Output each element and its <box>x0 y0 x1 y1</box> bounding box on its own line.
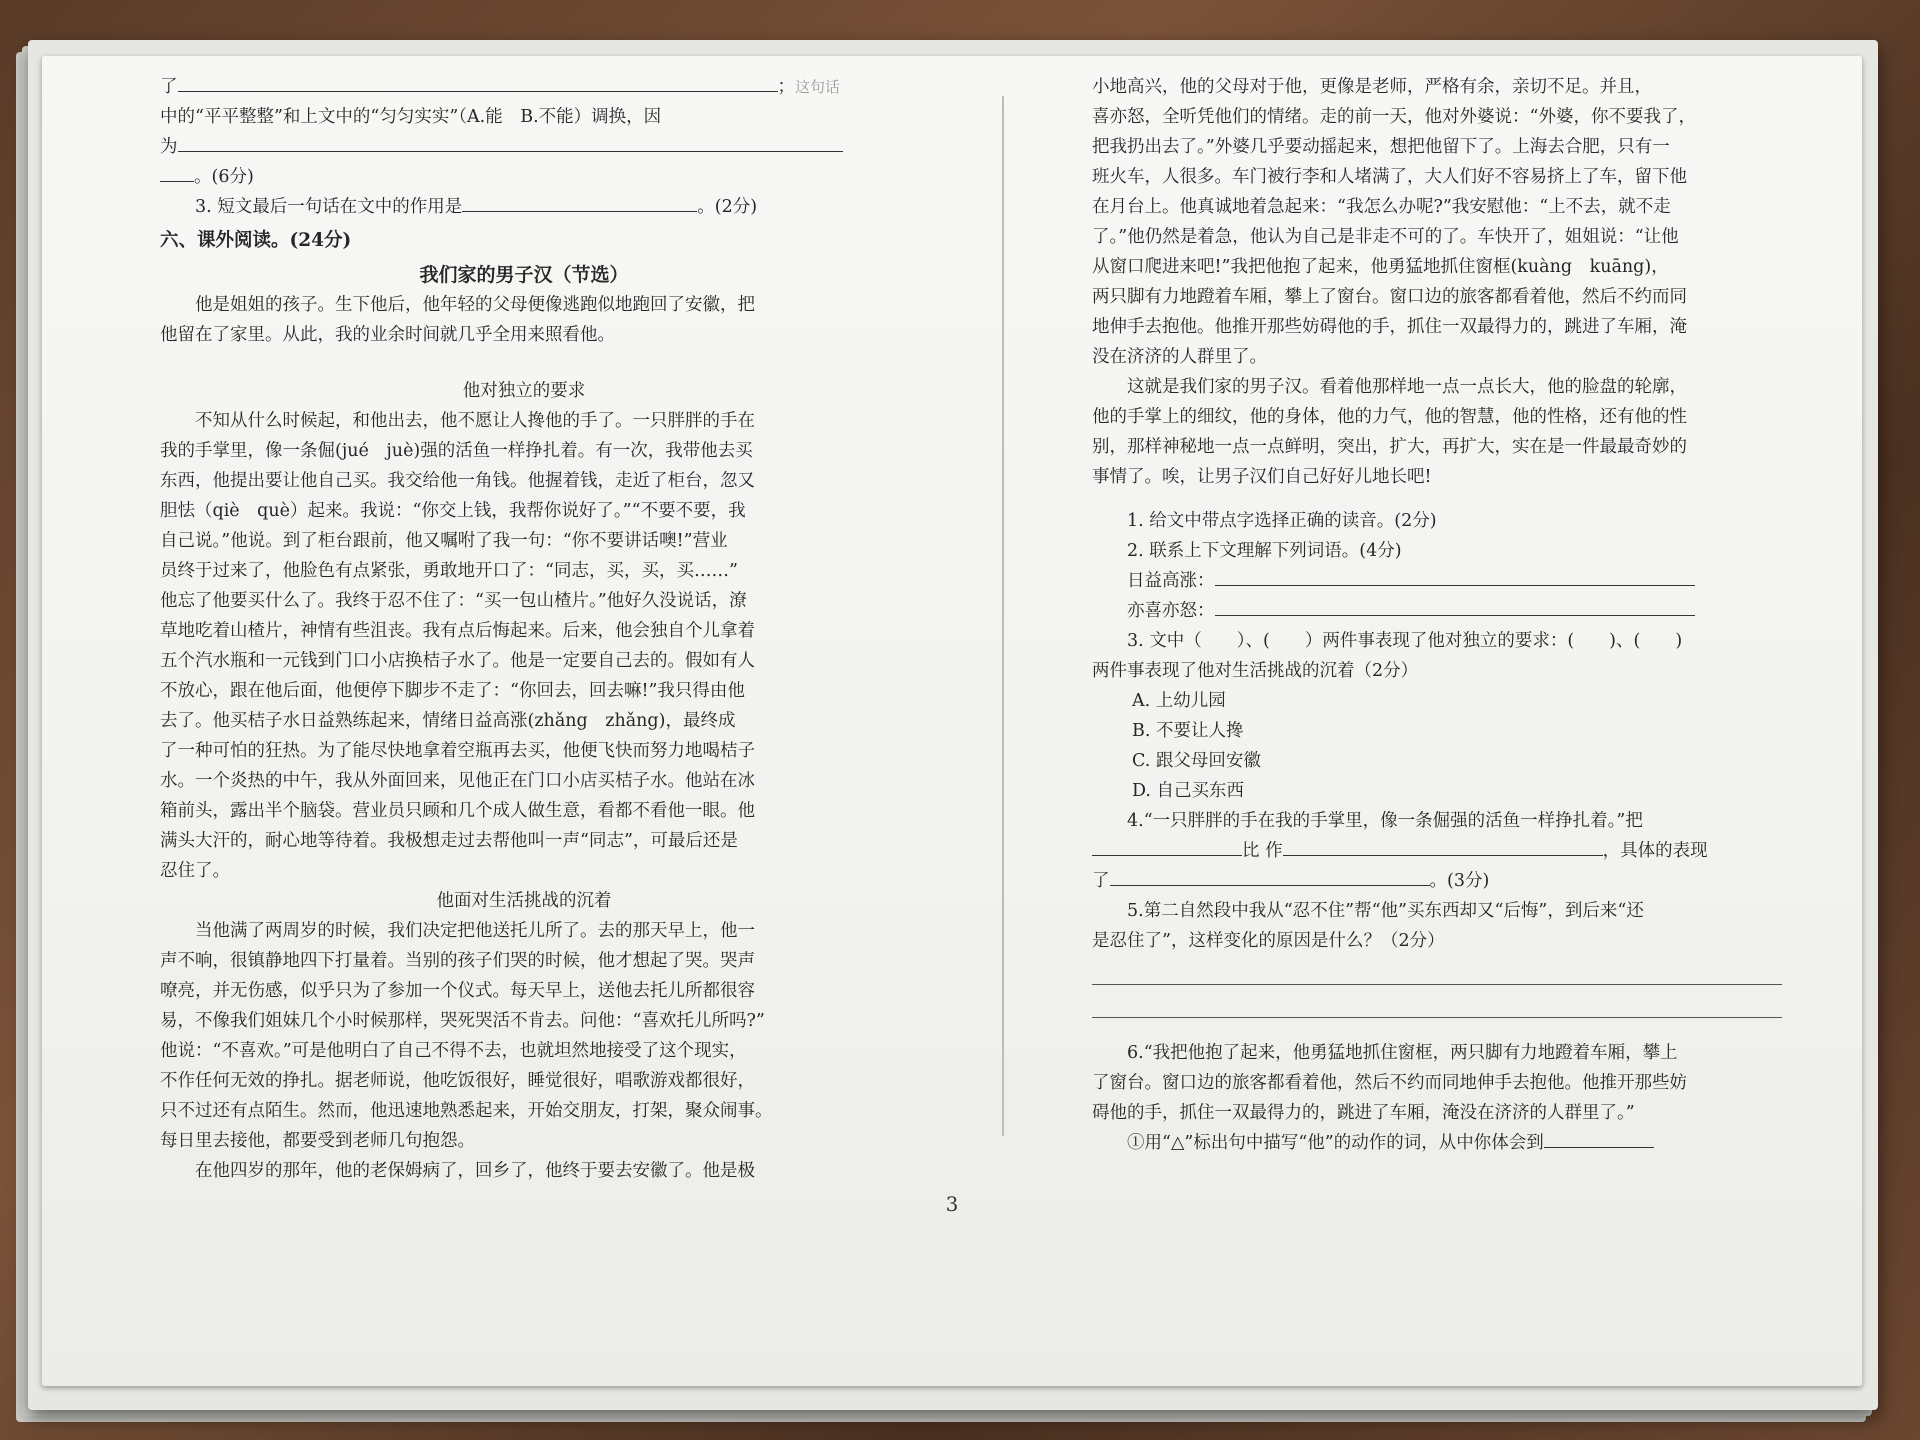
passage-line: 去了。他买桔子水日益熟练起来，情绪日益高涨(zhǎng zhǎng)，最终成 <box>160 711 736 731</box>
question-6-line2: 了窗台。窗口边的旅客都看着他，然后不约而同地伸手去抱他。他推开那些妨 <box>1092 1073 1687 1093</box>
question-3-right-cont: 两件事表现了他对生活挑战的沉着（2分） <box>1092 661 1419 681</box>
question-4: 4.“一只胖胖的手在我的手掌里，像一条倔强的活鱼一样挣扎着。”把 <box>1127 811 1643 831</box>
q-top-line3: 为 <box>160 132 888 162</box>
q-top-line4: 。(6分) <box>160 162 888 192</box>
option-item: D. 自己买东西 <box>1132 781 1245 801</box>
passage-composure <box>160 916 888 1186</box>
passage-line: 员终于过来了，他脸色有点紧张，勇敢地开口了：“同志，买，买，买……” <box>160 561 738 581</box>
q-top-line1: 了 ；这句话 <box>160 72 888 102</box>
answer-blank[interactable] <box>1283 837 1603 856</box>
left-column <box>160 72 888 1186</box>
passage-line: 不放心，跟在他后面，他便停下脚步不走了：“你回去，回去嘛!”我只得由他 <box>160 681 745 701</box>
answer-blank[interactable] <box>1215 597 1695 616</box>
passage-line: 把我扔出去了。”外婆几乎要动摇起来，想把他留下了。上海去合肥，只有一 <box>1092 137 1670 157</box>
passage-line: 忍住了。 <box>160 861 230 881</box>
passage-line: 声不响，很镇静地四下打量着。当别的孩子们哭的时候，他才想起了哭。哭声 <box>160 951 755 971</box>
passage-line: 东西，他提出要让他自己买。我交给他一角钱。他握着钱，走近了柜台，忽又 <box>160 471 755 491</box>
passage-line: 他忘了他要买什么了。我终于忍不住了：“买一包山楂片。”他好久没说话，潦 <box>160 591 747 611</box>
passage-line: 胆怯（qiè què）起来。我说：“你交上钱，我帮你说好了。”“不要不要，我 <box>160 501 746 521</box>
passage-line: 他的手掌上的细纹，他的身体，他的力气，他的智慧，他的性格，还有他的性 <box>1092 407 1687 427</box>
article-title: 我们家的男子汉（节选） <box>419 264 629 286</box>
question-4-line2: 比 作 ，具体的表现 <box>1092 836 1782 866</box>
question-5: 5.第二自然段中我从“忍不住”帮“他”买东西却又“后悔”，到后来“还 <box>1127 901 1644 921</box>
page-number: 3 <box>945 1192 959 1216</box>
answer-blank[interactable] <box>1544 1129 1654 1148</box>
question-6-line3: 碍他的手，抓住一双最得力的，跳进了车厢，淹没在济济的人群里了。” <box>1092 1103 1635 1123</box>
passage-line: 易，不像我们姐妹几个小时候那样，哭死哭活不肯去。问他：“喜欢托儿所吗?” <box>160 1011 765 1031</box>
question-3: 3. 短文最后一句话在文中的作用是 。(2分) <box>160 192 888 222</box>
column-divider <box>1002 96 1004 1136</box>
answer-blank[interactable] <box>1092 837 1242 856</box>
passage-line: 在月台上。他真诚地着急起来：“我怎么办呢?”我安慰他：“上不去，就不走 <box>1092 197 1671 217</box>
subtitle-composure: 他面对生活挑战的沉着 <box>436 891 612 911</box>
passage-line: 这就是我们家的男子汉。看着他那样地一点一点长大，他的脸盘的轮廓， <box>1127 377 1687 397</box>
section-title: 六、课外阅读。(24分) <box>160 230 352 251</box>
passage-independence <box>160 406 888 886</box>
answer-blank[interactable] <box>160 163 194 182</box>
passage-line: 水。一个炎热的中午，我从外面回来，见他正在门口小店买桔子水。他站在冰 <box>160 771 755 791</box>
question-6: 6.“我把他抱了起来，他勇猛地抓住窗框，两只脚有力地蹬着车厢，攀上 <box>1127 1043 1678 1063</box>
passage-line: 喜亦怒，全听凭他们的情绪。走的前一天，他对外婆说：“外婆，你不要我了， <box>1092 107 1696 127</box>
passage-line: 班火车，人很多。车门被行李和人堵满了，大人们好不容易挤上了车，留下他 <box>1092 167 1687 187</box>
passage-line: 地伸手去抱他。他推开那些妨碍他的手，抓住一双最得力的，跳进了车厢，淹 <box>1092 317 1687 337</box>
question-5-line2: 是忍住了”，这样变化的原因是什么？（2分） <box>1092 931 1445 951</box>
passage-continued <box>1092 72 1782 372</box>
passage-line: 满头大汗的，耐心地等待着。我极想走过去帮他叫一声“同志”，可最后还是 <box>160 831 738 851</box>
options-list <box>1092 686 1782 806</box>
question-4-line3: 了 。(3分) <box>1092 866 1782 896</box>
passage-line: 了。”他仍然是着急，他认为自己是非走不可的了。车快开了，姐姐说：“让他 <box>1092 227 1679 247</box>
passage-line: 在他四岁的那年，他的老保姆病了，回乡了，他终于要去安徽了。他是极 <box>195 1161 755 1181</box>
question-6-sub: ①用“△”标出句中描写“他”的动作的词，从中你体会到 <box>1092 1128 1782 1158</box>
answer-blank[interactable] <box>178 73 778 92</box>
question-1: 1. 给文中带点字选择正确的读音。(2分) <box>1127 511 1437 531</box>
passage-line: 不作任何无效的挣扎。据老师说，他吃饭很好，睡觉很好，唱歌游戏都很好， <box>160 1071 755 1091</box>
passage-line: 他说：“不喜欢。”可是他明白了自己不得不去，也就坦然地接受了这个现实， <box>160 1041 747 1061</box>
passage-line: 小地高兴，他的父母对于他，更像是老师，严格有余，亲切不足。并且， <box>1092 77 1652 97</box>
passage-line: 嘹亮，并无伤感，似乎只为了参加一个仪式。每天早上，送他去托儿所都很容 <box>160 981 755 1001</box>
question-2: 2. 联系上下文理解下列词语。(4分) <box>1127 541 1402 561</box>
intro-line: 他留在了家里。从此，我的业余时间就几乎全用来照看他。 <box>160 325 615 345</box>
passage-line: 我的手掌里，像一条倔(jué juè)强的活鱼一样挣扎着。有一次，我带他去买 <box>160 441 753 461</box>
exam-page <box>42 56 1862 1386</box>
answer-line[interactable] <box>1092 991 1782 1018</box>
passage-line: 两只脚有力地蹬着车厢，攀上了窗台。窗口边的旅客都看着他，然后不约而同 <box>1092 287 1687 307</box>
subtitle-independence: 他对独立的要求 <box>462 381 586 401</box>
option-item: A. 上幼儿园 <box>1132 691 1226 711</box>
passage-closing <box>1092 372 1782 492</box>
passage-line: 只不过还有点陌生。然而，他迅速地熟悉起来，开始交朋友，打架，聚众闹事。 <box>160 1101 773 1121</box>
passage-line: 别，那样神秘地一点一点鲜明，突出，扩大，再扩大，实在是一件最最奇妙的 <box>1092 437 1687 457</box>
option-item: B. 不要让人搀 <box>1132 721 1244 741</box>
handwritten-note: 这句话 <box>795 78 841 96</box>
word-item: 日益高涨： <box>1092 566 1782 596</box>
answer-blank[interactable] <box>1110 867 1430 886</box>
passage-line: 每日里去接他，都要受到老师几句抱怨。 <box>160 1131 475 1151</box>
passage-line: 箱前头，露出半个脑袋。营业员只顾和几个成人做生意，看都不看他一眼。他 <box>160 801 755 821</box>
passage-line: 没在济济的人群里了。 <box>1092 347 1267 367</box>
question-3-right: 3. 文中（ ）、( ）两件事表现了他对独立的要求：( )、( ) <box>1127 631 1683 651</box>
passage-line: 草地吃着山楂片，神情有些沮丧。我有点后悔起来。后来，他会独自个儿拿着 <box>160 621 755 641</box>
right-column <box>1092 72 1782 1158</box>
passage-line: 五个汽水瓶和一元钱到门口小店换桔子水了。他是一定要自己去的。假如有人 <box>160 651 755 671</box>
word-item: 亦喜亦怒： <box>1092 596 1782 626</box>
passage-line: 自己说。”他说。到了柜台跟前，他又嘱咐了我一句：“你不要讲话噢!”营业 <box>160 531 728 551</box>
passage-line: 当他满了两周岁的时候，我们决定把他送托儿所了。去的那天早上，他一 <box>195 921 755 941</box>
answer-line[interactable] <box>1092 958 1782 985</box>
passage-line: 事情了。唉，让男子汉们自己好好儿地长吧! <box>1092 467 1432 487</box>
answer-blank[interactable] <box>178 133 843 152</box>
q-top-line2: 中的“平平整整”和上文中的“匀匀实实”（A.能 B.不能）调换，因 <box>160 107 662 127</box>
intro-line: 他是姐姐的孩子。生下他后，他年轻的父母便像逃跑似地跑回了安徽，把 <box>195 295 755 315</box>
answer-blank[interactable] <box>1215 567 1695 586</box>
passage-line: 了一种可怕的狂热。为了能尽快地拿着空瓶再去买，他便飞快而努力地喝桔子 <box>160 741 755 761</box>
option-item: C. 跟父母回安徽 <box>1132 751 1261 771</box>
answer-blank[interactable] <box>462 193 697 212</box>
passage-line: 从窗口爬进来吧!”我把他抱了起来，他勇猛地抓住窗框(kuàng kuāng)， <box>1092 257 1669 277</box>
passage-line: 不知从什么时候起，和他出去，他不愿让人搀他的手了。一只胖胖的手在 <box>195 411 755 431</box>
